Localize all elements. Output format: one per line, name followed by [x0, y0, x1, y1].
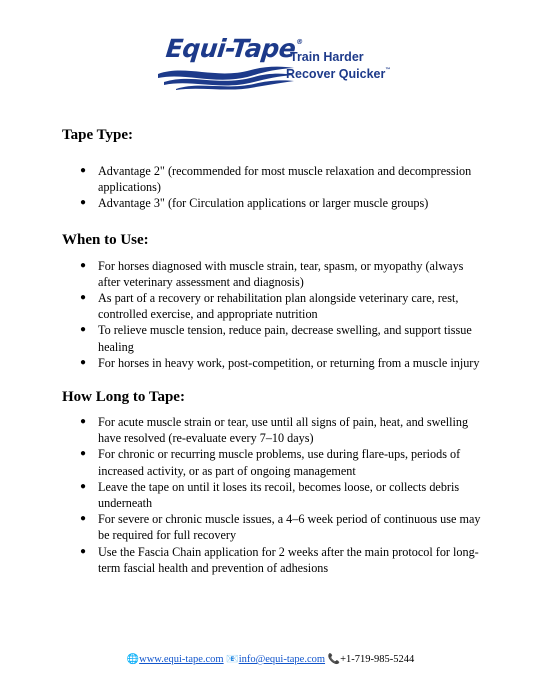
- bullet-icon: ●: [80, 292, 87, 304]
- phone-icon: 📞: [327, 654, 341, 665]
- page-header: [0, 0, 541, 100]
- list-item: ● As part of a recovery or rehabilitation plan alongside veterinary care, rest, controlled exercise, and appropriate nutrition: [80, 291, 459, 322]
- bullet-icon: ●: [80, 165, 87, 176]
- bullet-icon: ●: [80, 259, 87, 271]
- mail-icon: 📧: [226, 654, 239, 665]
- logo-waves-icon: [156, 60, 296, 90]
- bullet-list: [62, 414, 482, 576]
- globe-icon: 🌐: [126, 654, 140, 665]
- website-link[interactable]: www.equi-tape.com: [139, 654, 224, 665]
- bullet-icon: ●: [80, 513, 87, 525]
- bullet-icon: ●: [80, 545, 87, 557]
- bullet-icon: ●: [80, 324, 87, 336]
- section-tape-type: [62, 126, 482, 212]
- list-item: ● For severe or chronic muscle issues, a 4–6 week period of continuous use may be required for full recovery: [80, 512, 481, 543]
- bullet-list: [62, 163, 482, 212]
- document-body: [62, 126, 482, 576]
- bullet-icon: ●: [80, 448, 87, 460]
- bullet-icon: ●: [80, 356, 87, 368]
- section-how-long-to-tape: [62, 388, 482, 576]
- equi-tape-logo: [156, 34, 396, 94]
- list-item: ● Advantage 3" (for Circulation applications or larger muscle groups): [80, 196, 429, 211]
- list-item: ● For horses in heavy work, post-competition, or returning from a muscle injury: [80, 355, 480, 370]
- email-link[interactable]: info@equi-tape.com: [238, 654, 326, 665]
- list-item: ● For horses diagnosed with muscle strain, tear, spasm, or myopathy (always after veterinary assessment and diagnosis): [80, 258, 464, 289]
- bullet-list: [62, 258, 482, 371]
- tagline-line-2: Recover Quicker™: [286, 66, 391, 81]
- section-heading: How Long to Tape:: [62, 389, 185, 406]
- phone-number: +1-719-985-5244: [340, 654, 415, 665]
- list-item: ● For chronic or recurring muscle problems, use during flare-ups, periods of increased activity, or as part of ongoing management: [80, 447, 461, 478]
- list-item: ● Leave the tape on until it loses its recoil, becomes loose, or collects debris underneath: [80, 479, 460, 511]
- bullet-icon: ●: [80, 197, 87, 209]
- brand-name: Equi-Tape®: [164, 34, 303, 63]
- page-footer: [0, 654, 541, 665]
- list-item: ● To relieve muscle tension, reduce pain, decrease swelling, and support tissue healing: [80, 323, 472, 354]
- bullet-icon: ●: [80, 416, 87, 428]
- list-item: ● Advantage 2" (recommended for most muscle relaxation and decompression applications): [80, 164, 472, 195]
- section-heading: Tape Type:: [62, 127, 133, 143]
- bullet-icon: ●: [80, 480, 87, 492]
- list-item: ● Use the Fascia Chain application for 2 weeks after the main protocol for long-term fascial health and prevention of adhesions: [80, 544, 479, 575]
- list-item: ● For acute muscle strain or tear, use until all signs of pain, heat, and swelling have resolved (re-evaluate every 7–10 days): [80, 415, 469, 446]
- section-when-to-use: [62, 231, 482, 371]
- tagline-line-1: Train Harder: [290, 50, 364, 64]
- section-heading: When to Use:: [62, 231, 149, 248]
